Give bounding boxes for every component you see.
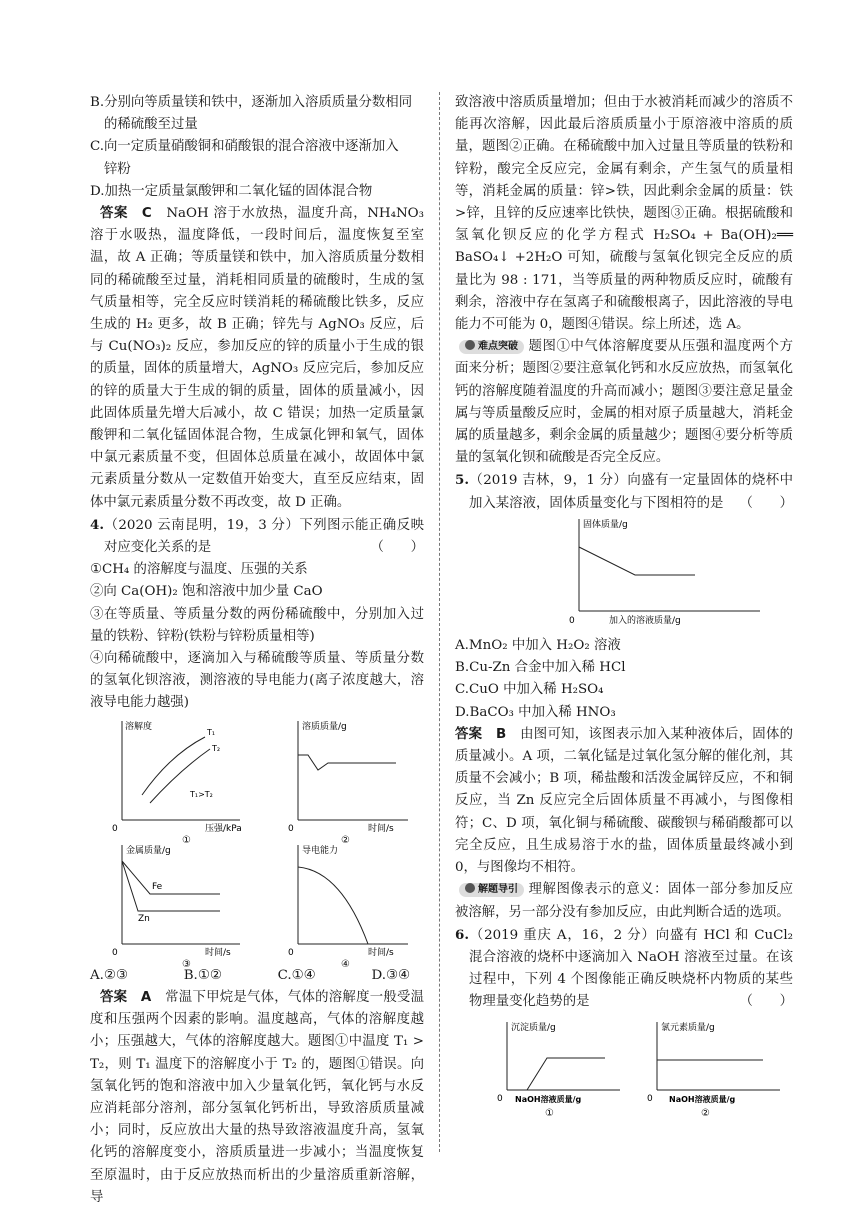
q4-option-b: B.①② [183, 967, 222, 983]
q5-option-b: B.Cu-Zn 合金中加入稀 HCl [455, 660, 626, 676]
q4-options [90, 965, 424, 987]
svg-text:金属质量/g: 金属质量/g [126, 845, 171, 856]
graph-4-conductivity [286, 839, 416, 970]
q6-stem: 6.（2019 重庆 A，16，2 分）向盛有 HCl 和 CuCl₂ 混合溶液的烧杯中逐滴加入 NaOH 溶液至过量。在该过程中，下列 4 个图像能正确反映烧杯内物质的某些物理量变化趋势的是 （ ） [455, 926, 793, 1010]
q6-graphs [455, 1018, 793, 1119]
svg-text:Fe: Fe [152, 881, 163, 892]
q5-option-d: D.BaCO₃ 中加入稀 HNO₃ [455, 704, 616, 720]
q4-graphs-row-1 [90, 715, 424, 846]
svg-text:①: ① [545, 1107, 554, 1119]
q4-stem: 4.（2020 云南昆明，19，3 分）下列图示能正确反映对应变化关系的是 （ ） [90, 516, 424, 556]
svg-text:沉淀质量/g: 沉淀质量/g [511, 1022, 556, 1033]
q5-answer [455, 724, 793, 879]
svg-text:T₁: T₁ [207, 727, 216, 737]
svg-text:时间/s: 时间/s [368, 823, 394, 834]
svg-text:0: 0 [497, 1093, 503, 1104]
q5-option-c: C.CuO 中加入稀 H₂SO₄ [455, 682, 604, 698]
svg-text:溶质质量/g: 溶质质量/g [302, 721, 347, 732]
svg-text:时间/s: 时间/s [368, 947, 394, 958]
q4-answer-continued: 致溶液中溶质质量增加；但由于水被消耗而减少的溶质不能再次溶解，因此最后溶质质量小于原溶液中溶质的质量，题图②正确。在稀硫酸中加入过量且等质量的铁粉和锌粉，酸完全反应完，金属有剩余，产生氢气的质量相等，消耗金属的质量：锌>铁，因此剩余金属的质量：铁>锌，且锌的反应速率比铁快，题图③正确。根据硫酸和氢氧化钡反应的化学方程式 H₂SO₄ + Ba(OH)₂══ BaSO₄↓ +2H₂O 可知，硫酸与氢氧化钡完全反应的质量比为 98 : 171，当等质量的两种物质反应时，硫酸有剩余，溶液中存在氢离子和硫酸根离子，因此溶液的导电能力不可能为 0，题图④错误。综上所述，选 A。 [455, 95, 793, 333]
svg-text:②: ② [701, 1107, 710, 1119]
graph-5-solid-mass [565, 515, 765, 627]
column-divider [439, 92, 440, 1152]
graph-6-chlorine-mass [645, 1018, 785, 1119]
svg-text:0: 0 [112, 823, 118, 834]
svg-text:0: 0 [288, 823, 294, 834]
q3-answer [90, 203, 424, 514]
answer-explanation: NaOH 溶于水放热，温度升高，NH₄NO₃ 溶于水吸热，温度降低，一段时间后，温度恢复至室温，故 A 正确；等质量镁和铁中，加入溶质质量分数相同的稀硫酸至过量，消耗相同质量的硫酸时，生成的氢气质量相等，完全反应时镁消耗的稀硫酸比铁多，反应生成的 H₂ 更多，故 B 正确；锌先与 AgNO₃ 反应，后与 Cu(NO₃)₂ 反应，参加反应的锌的质量小于生成的银的质量，固体的质量增大，AgNO₃ 反应完后，参加反应的锌的质量大于生成的铜的质量，固体的质量减小，因此固体质量先增大后减小，故 C 错误；加热一定质量氯酸钾和二氧化锰固体混合物，生成氯化钾和氧气，固体中氯元素质量不变，但固体总质量在减小，故固体中氯元素质量分数从一定数值开始变大，直至反应结束，固体中氯元素质量分数不再改变，故 D 正确。 [90, 206, 425, 510]
svg-text:0: 0 [112, 947, 118, 958]
q4-item-4: ④向稀硫酸中，逐滴加入与稀硫酸等质量、等质量分数的氢氧化钡溶液，测溶液的导电能力(离子浓度越大，溶液导电能力越强) [90, 651, 424, 711]
svg-text:固体质量/g: 固体质量/g [583, 519, 628, 530]
svg-text:压强/kPa: 压强/kPa [205, 823, 242, 834]
q4-graphs-row-2 [90, 839, 424, 970]
svg-text:溶解度: 溶解度 [125, 721, 153, 732]
graph-2-solute-mass [286, 715, 416, 846]
svg-text:0: 0 [569, 615, 575, 626]
svg-text:NaOH溶液质量/g: NaOH溶液质量/g [515, 1094, 582, 1104]
lightbulb-icon [465, 883, 475, 893]
svg-text:0: 0 [647, 1093, 653, 1104]
q4-option-a: A.②③ [90, 967, 128, 983]
graph-6-precipitate [495, 1018, 625, 1119]
left-column [90, 92, 424, 1209]
q3-option-d: D.加热一定质量氯酸钾和二氧化锰的固体混合物 [90, 183, 373, 199]
tip-guide: 解题导引 理解图像表示的意义：固体一部分参加反应被溶解，另一部分没有参加反应，由此判断合适的选项。 [455, 882, 793, 920]
svg-text:氯元素质量/g: 氯元素质量/g [661, 1022, 715, 1033]
svg-text:②: ② [341, 834, 350, 846]
answer-explanation: 常温下甲烷是气体，气体的溶解度一般受温度和压强两个因素的影响。温度越高，气体的溶解度越小；压强越大，气体的溶解度越大。题图①中温度 T₁ > T₂，则 T₁ 温度下的溶解度小于 T₂ 的，题图①错误。向氢氧化钙的饱和溶液中加入少量氧化钙，氧化钙与水反应消耗部分溶剂，部分氢氧化钙析出，导致溶质质量减小；同时，反应放出大量的热导致溶液温度升高，氢氧化钙的溶解度变小，溶质质量进一步减小；当温度恢复至原温时，由于反应放热而析出的少量溶质重新溶解，导 [90, 989, 425, 1205]
answer-explanation: 由图可知，该图表示加入某种液体后，固体的质量减小。A 项，二氧化锰是过氧化氢分解的催化剂，其质量不会减小；B 项，稀盐酸和活泼金属锌反应，不和铜反应，当 Zn 反应完全后固体质量不再减小，与图像相符；C、D 项，氧化铜与稀硫酸、碳酸钡与稀硝酸都可以完全反应，且生成易溶于水的盐，固体质量最终减小到 0，与图像均不相符。 [455, 726, 794, 876]
svg-text:T₂: T₂ [212, 743, 221, 753]
svg-text:③: ③ [182, 958, 191, 970]
svg-text:Zn: Zn [138, 913, 150, 924]
q5-stem: 5.（2019 吉林，9，1 分）向盛有一定量固体的烧杯中加入某溶液，固体质量变化与下图相符的是 （ ） [455, 472, 793, 511]
q4-item-1: ①CH₄ 的溶解度与温度、压强的关系 [90, 562, 308, 578]
svg-text:时间/s: 时间/s [205, 947, 231, 958]
answer-label: 答案 B [455, 726, 507, 742]
q3-option-b: B.分别向等质量镁和铁中，逐渐加入溶质质量分数相同 的稀硫酸至过量 [90, 95, 413, 133]
q4-item-2: ②向 Ca(OH)₂ 饱和溶液中加少量 CaO [90, 584, 323, 600]
q3-option-c: C.向一定质量硝酸铜和硝酸银的混合溶液中逐渐加入 锌粉 [90, 139, 399, 177]
tip-badge: 难点突破 [459, 340, 524, 354]
svg-text:T₁>T₂: T₁>T₂ [190, 789, 213, 799]
svg-text:加入的溶液质量/g: 加入的溶液质量/g [609, 615, 681, 626]
svg-text:④: ④ [341, 958, 350, 970]
tip-badge: 解题导引 [459, 883, 524, 897]
q5-graph-wrap [455, 515, 793, 635]
svg-text:NaOH溶液质量/g: NaOH溶液质量/g [669, 1094, 736, 1104]
svg-text:导电能力: 导电能力 [302, 845, 339, 856]
svg-text:①: ① [182, 834, 191, 846]
tip-difficulty: 难点突破 题图①中气体溶解度要从压强和温度两个方面来分析；题图②要注意氧化钙和水反应放热，而氢氧化钙的溶解度随着温度的升高而减小；题图③要注意足量金属与等质量酸反应时，金属的相对原子质量越大，消耗金属的质量越多，剩余金属的质量越少；题图④要分析等质量的氢氧化钡和硫酸是否完全反应。 [455, 339, 793, 466]
graph-3-metal-mass [110, 839, 250, 970]
q5-option-a: A.MnO₂ 中加入 H₂O₂ 溶液 [455, 638, 621, 654]
q4-option-c: C.①④ [277, 967, 316, 983]
q4-answer [90, 987, 424, 1209]
answer-label: 答案 A [100, 989, 152, 1005]
answer-label: 答案 C [100, 206, 152, 222]
q4-option-d: D.③④ [371, 967, 410, 983]
q4-item-3: ③在等质量、等质量分数的两份稀硫酸中，分别加入过量的铁粉、锌粉(铁粉与锌粉质量相等) [90, 606, 424, 644]
right-column [455, 92, 794, 1119]
lightbulb-icon [465, 340, 475, 350]
svg-text:0: 0 [288, 947, 294, 958]
graph-1-solubility [110, 715, 250, 846]
